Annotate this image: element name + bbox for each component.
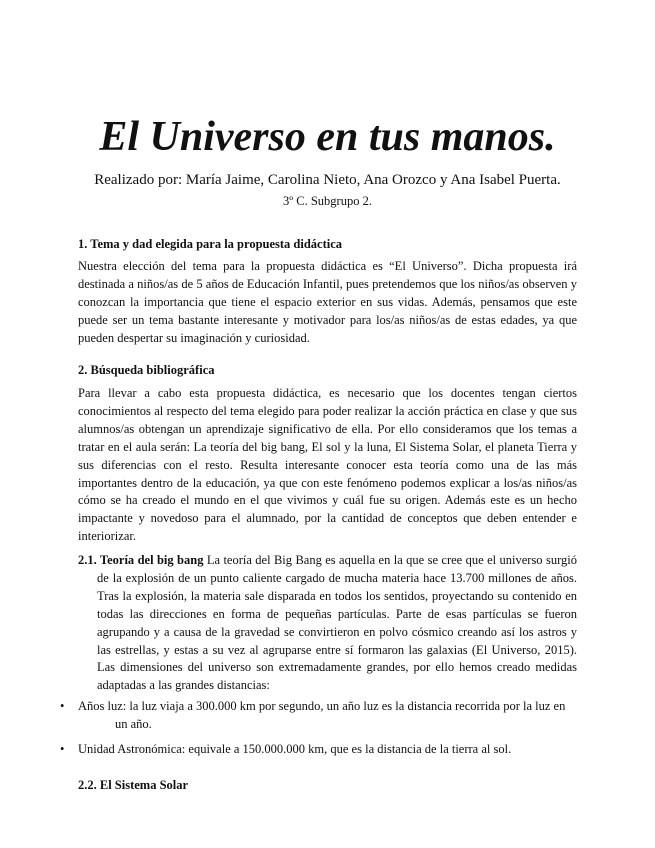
subsection-big-bang-title: 2.1. Teoría del big bang	[78, 553, 204, 567]
subsection-solar-system-heading: 2.2. El Sistema Solar	[78, 778, 189, 792]
group-line: 3º C. Subgrupo 2.	[283, 194, 372, 208]
subsection-big-bang-body: La teoría del Big Bang es aquella en la que se cree que el universo surgió de la explosión de un punto caliente cargado de mucha materia hace 13.700 millones de años. Tras la explosión, la materia sale disparada en todos los sentidos, proyectando su contenido en todas las direcciones en forma de pequeñas partículas. Parte de esas partículas se fueron agrupando y a causa de la gravedad se convirtieron en polvo cósmico creando así los astros y las estrellas, y estas a su vez al agruparse entre sí formaron las galaxias (El Universo, 2015). Las dimensiones del universo son extremadamente grandes, por ello hemos creado medidas adaptadas a las grandes distancias:	[97, 553, 577, 693]
document-title: El Universo en tus manos.	[99, 114, 556, 160]
bullet-symbol: •	[60, 699, 65, 713]
subsection-big-bang	[78, 552, 577, 695]
authors-line: Realizado por: María Jaime, Carolina Nieto, Ana Orozco y Ana Isabel Puerta.	[94, 172, 561, 188]
bullet-astronomical-unit-line1: Unidad Astronómica: equivale a 150.000.000 km, que es la distancia de la tierra al sol.	[78, 742, 512, 756]
section-1-heading: 1. Tema y dad elegida para la propuesta didáctica	[78, 237, 343, 251]
bullet-item-light-year	[60, 698, 577, 734]
section-1-body: Nuestra elección del tema para la propuesta didáctica es “El Universo”. Dicha propuesta irá destinada a niños/as de 5 años de Educación Infantil, pues pretendemos que los niños/as observen y conozcan la importancia que tiene el espacio exterior en sus vidas. Además, pensamos que este puede ser un tema bastante interesante y motivador para los/as niños/as de estas edades, ya que pueden despertar su imaginación y curiosidad.	[78, 259, 577, 345]
bullet-symbol: •	[60, 742, 65, 756]
section-2-body: Para llevar a cabo esta propuesta didáctica, es necesario que los docentes tengan ciertos conocimientos al respecto del tema elegido para poder realizar la acción práctica en clase y que sus alumnos/as obtengan un aprendizaje significativo de ella. Por ello consideramos que los temas a tratar en el aula serán: La teoría del big bang, El sol y la luna, El Sistema Solar, el planeta Tierra y sus diferencias con el resto. Resulta interesante conocer esta teoría como una de las más importantes dentro de la educación, ya que con este fenómeno podemos explicar a los/as niños/as cómo se ha creado el mundo en el que vivimos y cuál fue su origen. Además este es un hecho impactante y novedoso para el alumnado, por la cantidad de conceptos que deben entender e interiorizar.	[78, 386, 577, 544]
section-2-heading: 2. Búsqueda bibliográfica	[78, 363, 215, 377]
bullet-light-year-line2: un año.	[115, 716, 152, 731]
bullet-light-year-line1: Años luz: la luz viaja a 300.000 km por segundo, un año luz es la distancia recorrida por la luz en	[78, 699, 566, 713]
bullet-item-astronomical-unit	[60, 741, 577, 759]
